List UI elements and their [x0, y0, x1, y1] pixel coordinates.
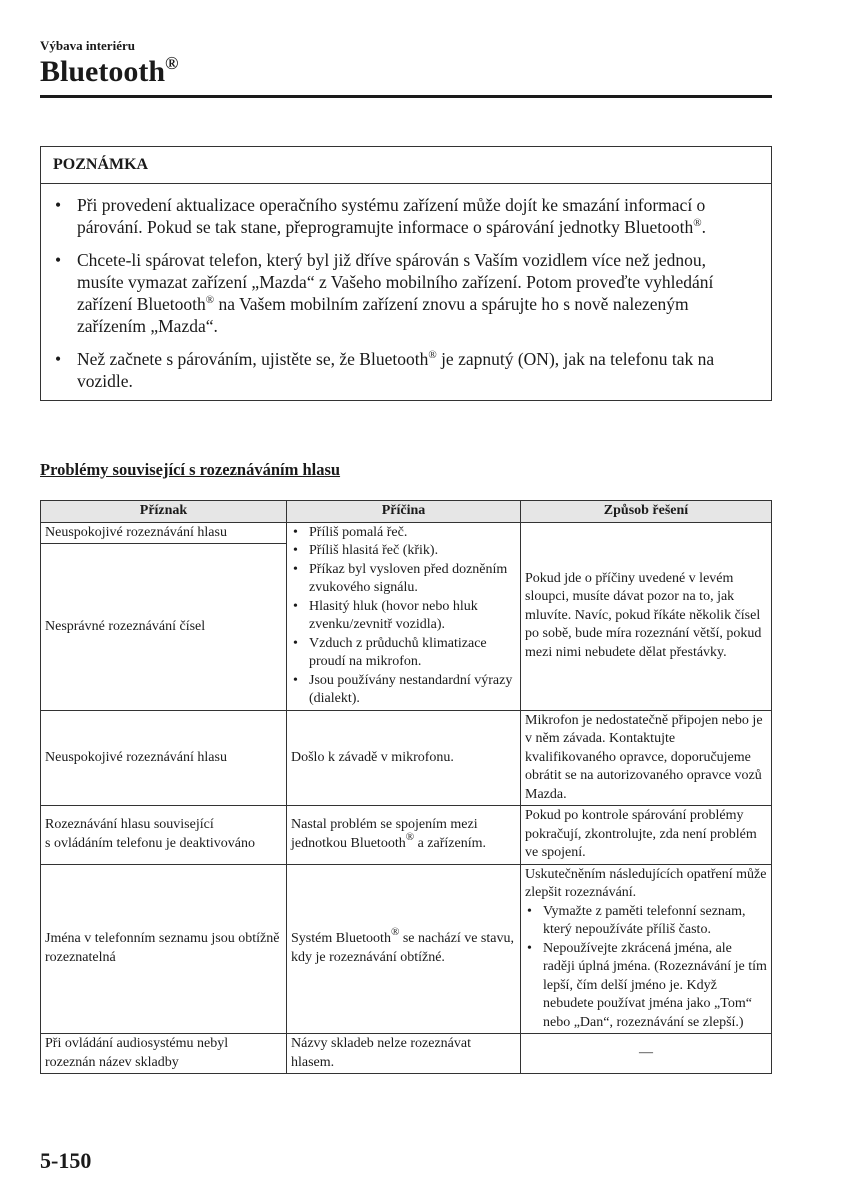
- page-title-text: Bluetooth: [40, 55, 166, 88]
- registered-mark: ®: [428, 349, 437, 361]
- list-item: [291, 542, 516, 561]
- cause-cell: [287, 522, 521, 710]
- registered-mark: ®: [205, 294, 215, 306]
- header-rule: [40, 95, 772, 98]
- registered-mark: ®: [390, 926, 400, 939]
- solution-intro: Uskutečněním následujících opatření může zlepšit rozeznávání.: [525, 866, 767, 900]
- page-number: 5-150: [40, 1148, 92, 1173]
- cause-text: Hlasitý hluk (hovor nebo hluk zvenku/zevnitř vozidla).: [309, 598, 478, 632]
- page-title: [40, 52, 178, 92]
- note-text-end: je zapnutý (ON), jak na telefonu tak na vozidle.: [77, 349, 715, 391]
- list-item: [525, 940, 767, 1033]
- cause-text: Nastal problém se spojením mezi jednotkou Bluetooth: [291, 817, 478, 851]
- symptom-cell: Neuspokojivé rozeznávání hlasu: [41, 522, 287, 544]
- cause-cell: Názvy skladeb nelze rozeznávat hlasem.: [287, 1034, 521, 1074]
- column-header-cause: Příčina: [287, 501, 521, 523]
- list-item: [291, 598, 516, 635]
- symptom-cell: Při ovládání audiosystému nebyl rozeznán název skladby: [41, 1034, 287, 1074]
- solution-cell: Pokud jde o příčiny uvedené v levém sloupci, musíte dávat pozor na to, jak mluvíte. Navíc, pokud říkáte několik čísel po sobě, bude míra rozeznání větší, pokud mezi nimi nebudete dělat přestávky.: [521, 522, 772, 710]
- registered-mark: ®: [693, 217, 702, 229]
- registered-mark: ®: [405, 830, 415, 843]
- cause-text-end: se nachází ve stavu, kdy je rozeznávání obtížné.: [291, 931, 514, 965]
- section-subheading: Problémy související s rozeznáváním hlasu: [40, 460, 341, 479]
- symptom-cell: Nesprávné rozeznávání čísel: [41, 544, 287, 711]
- note-text: Při provedení aktualizace operačního systému zařízení může dojít ke smazání informací o párování. Pokud se tak stane, přeprogramujte informace o spárování jednotky Bluetooth: [77, 195, 706, 237]
- note-item: [53, 194, 755, 238]
- cause-cell: [287, 864, 521, 1034]
- table-header-row: [41, 501, 772, 523]
- symptom-line: s ovládáním telefonu je deaktivováno: [45, 835, 255, 851]
- solution-cell: Mikrofon je nedostatečně připojen nebo je v něm závada. Kontaktujte kvalifikovaného opravce, doporučujeme obrátit se na autorizovaného opravce vozů Mazda.: [521, 710, 772, 806]
- list-item: [291, 672, 516, 709]
- bullet-icon: •: [55, 250, 62, 270]
- cause-text-end: a zařízením.: [414, 835, 486, 851]
- list-item: [291, 561, 516, 598]
- bullet-icon: •: [293, 561, 298, 577]
- bullet-icon: •: [293, 635, 298, 651]
- note-text: Chcete-li spárovat telefon, který byl již dříve spárován s Vaším vozidlem více než jednou, musíte vymazat zařízení „Mazda“ z Vašeho mobilního zařízení. Potom proveďte vyhledání zařízení Bluetooth: [77, 250, 714, 314]
- list-item: [291, 524, 516, 543]
- bullet-icon: •: [293, 524, 298, 540]
- symptom-cell: Jména v telefonním seznamu jsou obtížně rozeznatelná: [41, 864, 287, 1034]
- solution-cell: [521, 864, 772, 1034]
- bullet-icon: •: [55, 349, 62, 369]
- note-text-end: .: [701, 217, 706, 237]
- registered-mark: ®: [165, 53, 179, 73]
- note-item: [53, 348, 755, 392]
- table-row: [41, 1034, 772, 1074]
- bullet-icon: •: [527, 903, 532, 919]
- cause-text: Příkaz byl vysloven před dozněním zvukového signálu.: [309, 561, 508, 595]
- list-item: [291, 635, 516, 672]
- symptom-cell: Neuspokojivé rozeznávání hlasu: [41, 710, 287, 806]
- cause-text: Systém Bluetooth: [291, 931, 391, 947]
- cause-text: Jsou používány nestandardní výrazy (dialekt).: [309, 672, 513, 706]
- note-box: [40, 146, 772, 401]
- column-header-symptom: Příznak: [41, 501, 287, 523]
- note-item: [53, 249, 755, 337]
- bullet-icon: •: [55, 195, 62, 215]
- cause-text: Příliš pomalá řeč.: [309, 524, 408, 540]
- section-label: Výbava interiéru: [40, 38, 135, 53]
- table-row: [41, 522, 772, 544]
- bullet-icon: •: [293, 598, 298, 614]
- note-body: [41, 184, 771, 400]
- table-row: [41, 806, 772, 865]
- symptom-cell: [41, 806, 287, 865]
- note-heading: POZNÁMKA: [41, 147, 771, 184]
- bullet-icon: •: [527, 940, 532, 956]
- troubleshooting-table: [40, 500, 772, 1074]
- table-row: [41, 710, 772, 806]
- table-row: [41, 864, 772, 1034]
- solution-list: [525, 903, 767, 1033]
- cause-text: Příliš hlasitá řeč (křik).: [309, 543, 439, 558]
- bullet-icon: •: [293, 543, 298, 558]
- note-text-end: na Vašem mobilním zařízení znovu a spárujte ho s nově nalezeným zařízením „Mazda“.: [77, 294, 689, 336]
- solution-cell: —: [521, 1034, 772, 1074]
- symptom-line: Rozeznávání hlasu související: [45, 817, 214, 833]
- solution-cell: Pokud po kontrole spárování problémy pokračují, zkontrolujte, zda není problém ve spojení.: [521, 806, 772, 865]
- bullet-icon: •: [293, 672, 298, 688]
- solution-text: Vymažte z paměti telefonní seznam, který nepoužíváte příliš často.: [543, 903, 746, 937]
- list-item: [525, 903, 767, 940]
- note-text: Než začnete s párováním, ujistěte se, že Bluetooth: [77, 349, 429, 369]
- column-header-solution: Způsob řešení: [521, 501, 772, 523]
- solution-text: Nepoužívejte zkrácená jména, ale raději úplná jména. (Rozeznávání je tím lepší, čím delší jméno je. Když nebudete používat jména jako „Tom“ nebo „Dan“, rozeznávání se zlepší.): [543, 940, 767, 1030]
- cause-cell: Došlo k závadě v mikrofonu.: [287, 710, 521, 806]
- cause-list: [291, 524, 516, 709]
- cause-text: Vzduch z průduchů klimatizace proudí na mikrofon.: [309, 635, 487, 669]
- cause-cell: [287, 806, 521, 865]
